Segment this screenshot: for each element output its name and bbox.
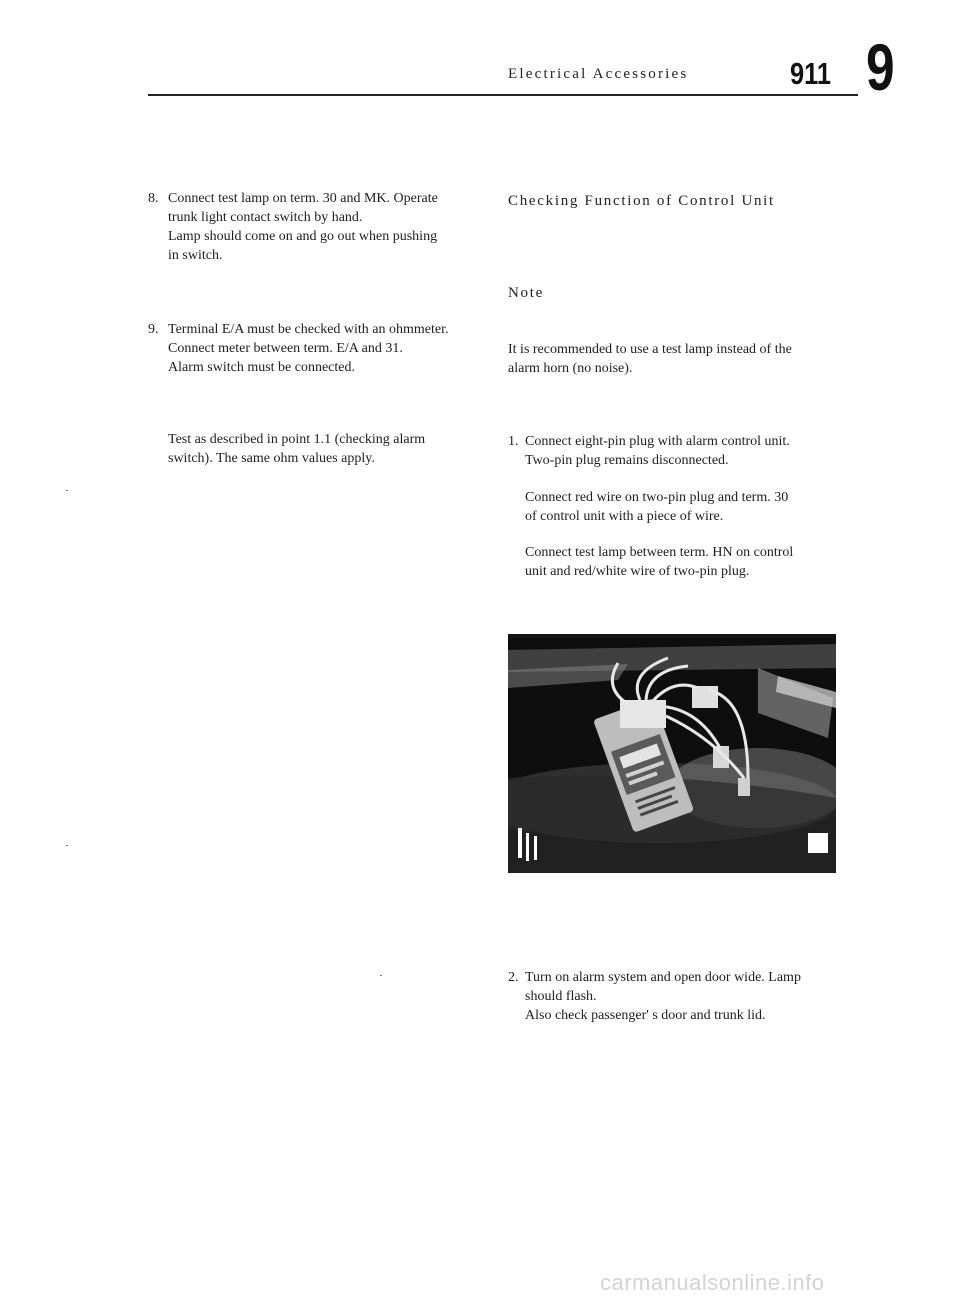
note-line: It is recommended to use a test lamp instead of the <box>508 342 792 357</box>
header-rule <box>148 94 858 96</box>
step-8-line: in switch. <box>168 248 223 263</box>
section-title: Electrical Accessories <box>508 66 689 82</box>
step-9 <box>148 320 449 377</box>
step-1-para-2 <box>525 488 788 526</box>
step-8-line: Lamp should come on and go out when pushing <box>168 229 438 244</box>
step-1-line: Connect eight-pin plug with alarm control unit. <box>525 434 790 449</box>
step-9-line: Alarm switch must be connected. <box>168 360 356 375</box>
step-8-number: 8. <box>148 191 159 206</box>
step-1-line: Two-pin plug remains disconnected. <box>525 453 729 468</box>
step-9-test-line: Test as described in point 1.1 (checking alarm <box>168 432 426 447</box>
step-9-line: Connect meter between term. E/A and 31. <box>168 341 403 356</box>
chapter-number: 9 <box>866 30 895 104</box>
step-1-para-3 <box>525 543 793 581</box>
step-8-line: Connect test lamp on term. 30 and MK. Operate <box>168 191 438 206</box>
step-2 <box>508 968 801 1025</box>
note-line: alarm horn (no noise). <box>508 361 633 376</box>
step-1-para-2-line: of control unit with a piece of wire. <box>525 509 724 524</box>
step-2-line: Turn on alarm system and open door wide. Lamp <box>525 970 801 985</box>
step-8-line: trunk light contact switch by hand. <box>168 210 363 225</box>
step-1-number: 1. <box>508 434 519 449</box>
step-9-test-line: switch). The same ohm values apply. <box>168 451 375 466</box>
step-1-para-2-line: Connect red wire on two-pin plug and term. 30 <box>525 490 789 505</box>
step-2-number: 2. <box>508 970 519 985</box>
step-1-para-3-line: Connect test lamp between term. HN on control <box>525 545 794 560</box>
step-9-line: Terminal E/A must be checked with an ohmmeter. <box>168 322 449 337</box>
section-heading: Checking Function of Control Unit <box>508 193 775 209</box>
step-1 <box>508 432 790 470</box>
scan-speck <box>380 975 382 976</box>
scan-speck <box>66 490 68 491</box>
scan-speck <box>66 845 68 846</box>
step-2-line: should flash. <box>525 989 597 1004</box>
control-unit-photo-graphic <box>508 628 836 873</box>
footer-watermark: carmanualsonline.info <box>600 1270 825 1295</box>
step-9-number: 9. <box>148 322 159 337</box>
step-1-para-3-line: unit and red/white wire of two-pin plug. <box>525 564 750 579</box>
model-number: 911 <box>790 56 832 91</box>
control-unit-photo <box>508 628 836 873</box>
note-heading: Note <box>508 285 544 301</box>
step-9-test-note <box>148 430 425 468</box>
step-8 <box>148 189 438 265</box>
note-text <box>508 340 792 378</box>
step-2-line: Also check passenger' s door and trunk lid. <box>525 1008 766 1023</box>
